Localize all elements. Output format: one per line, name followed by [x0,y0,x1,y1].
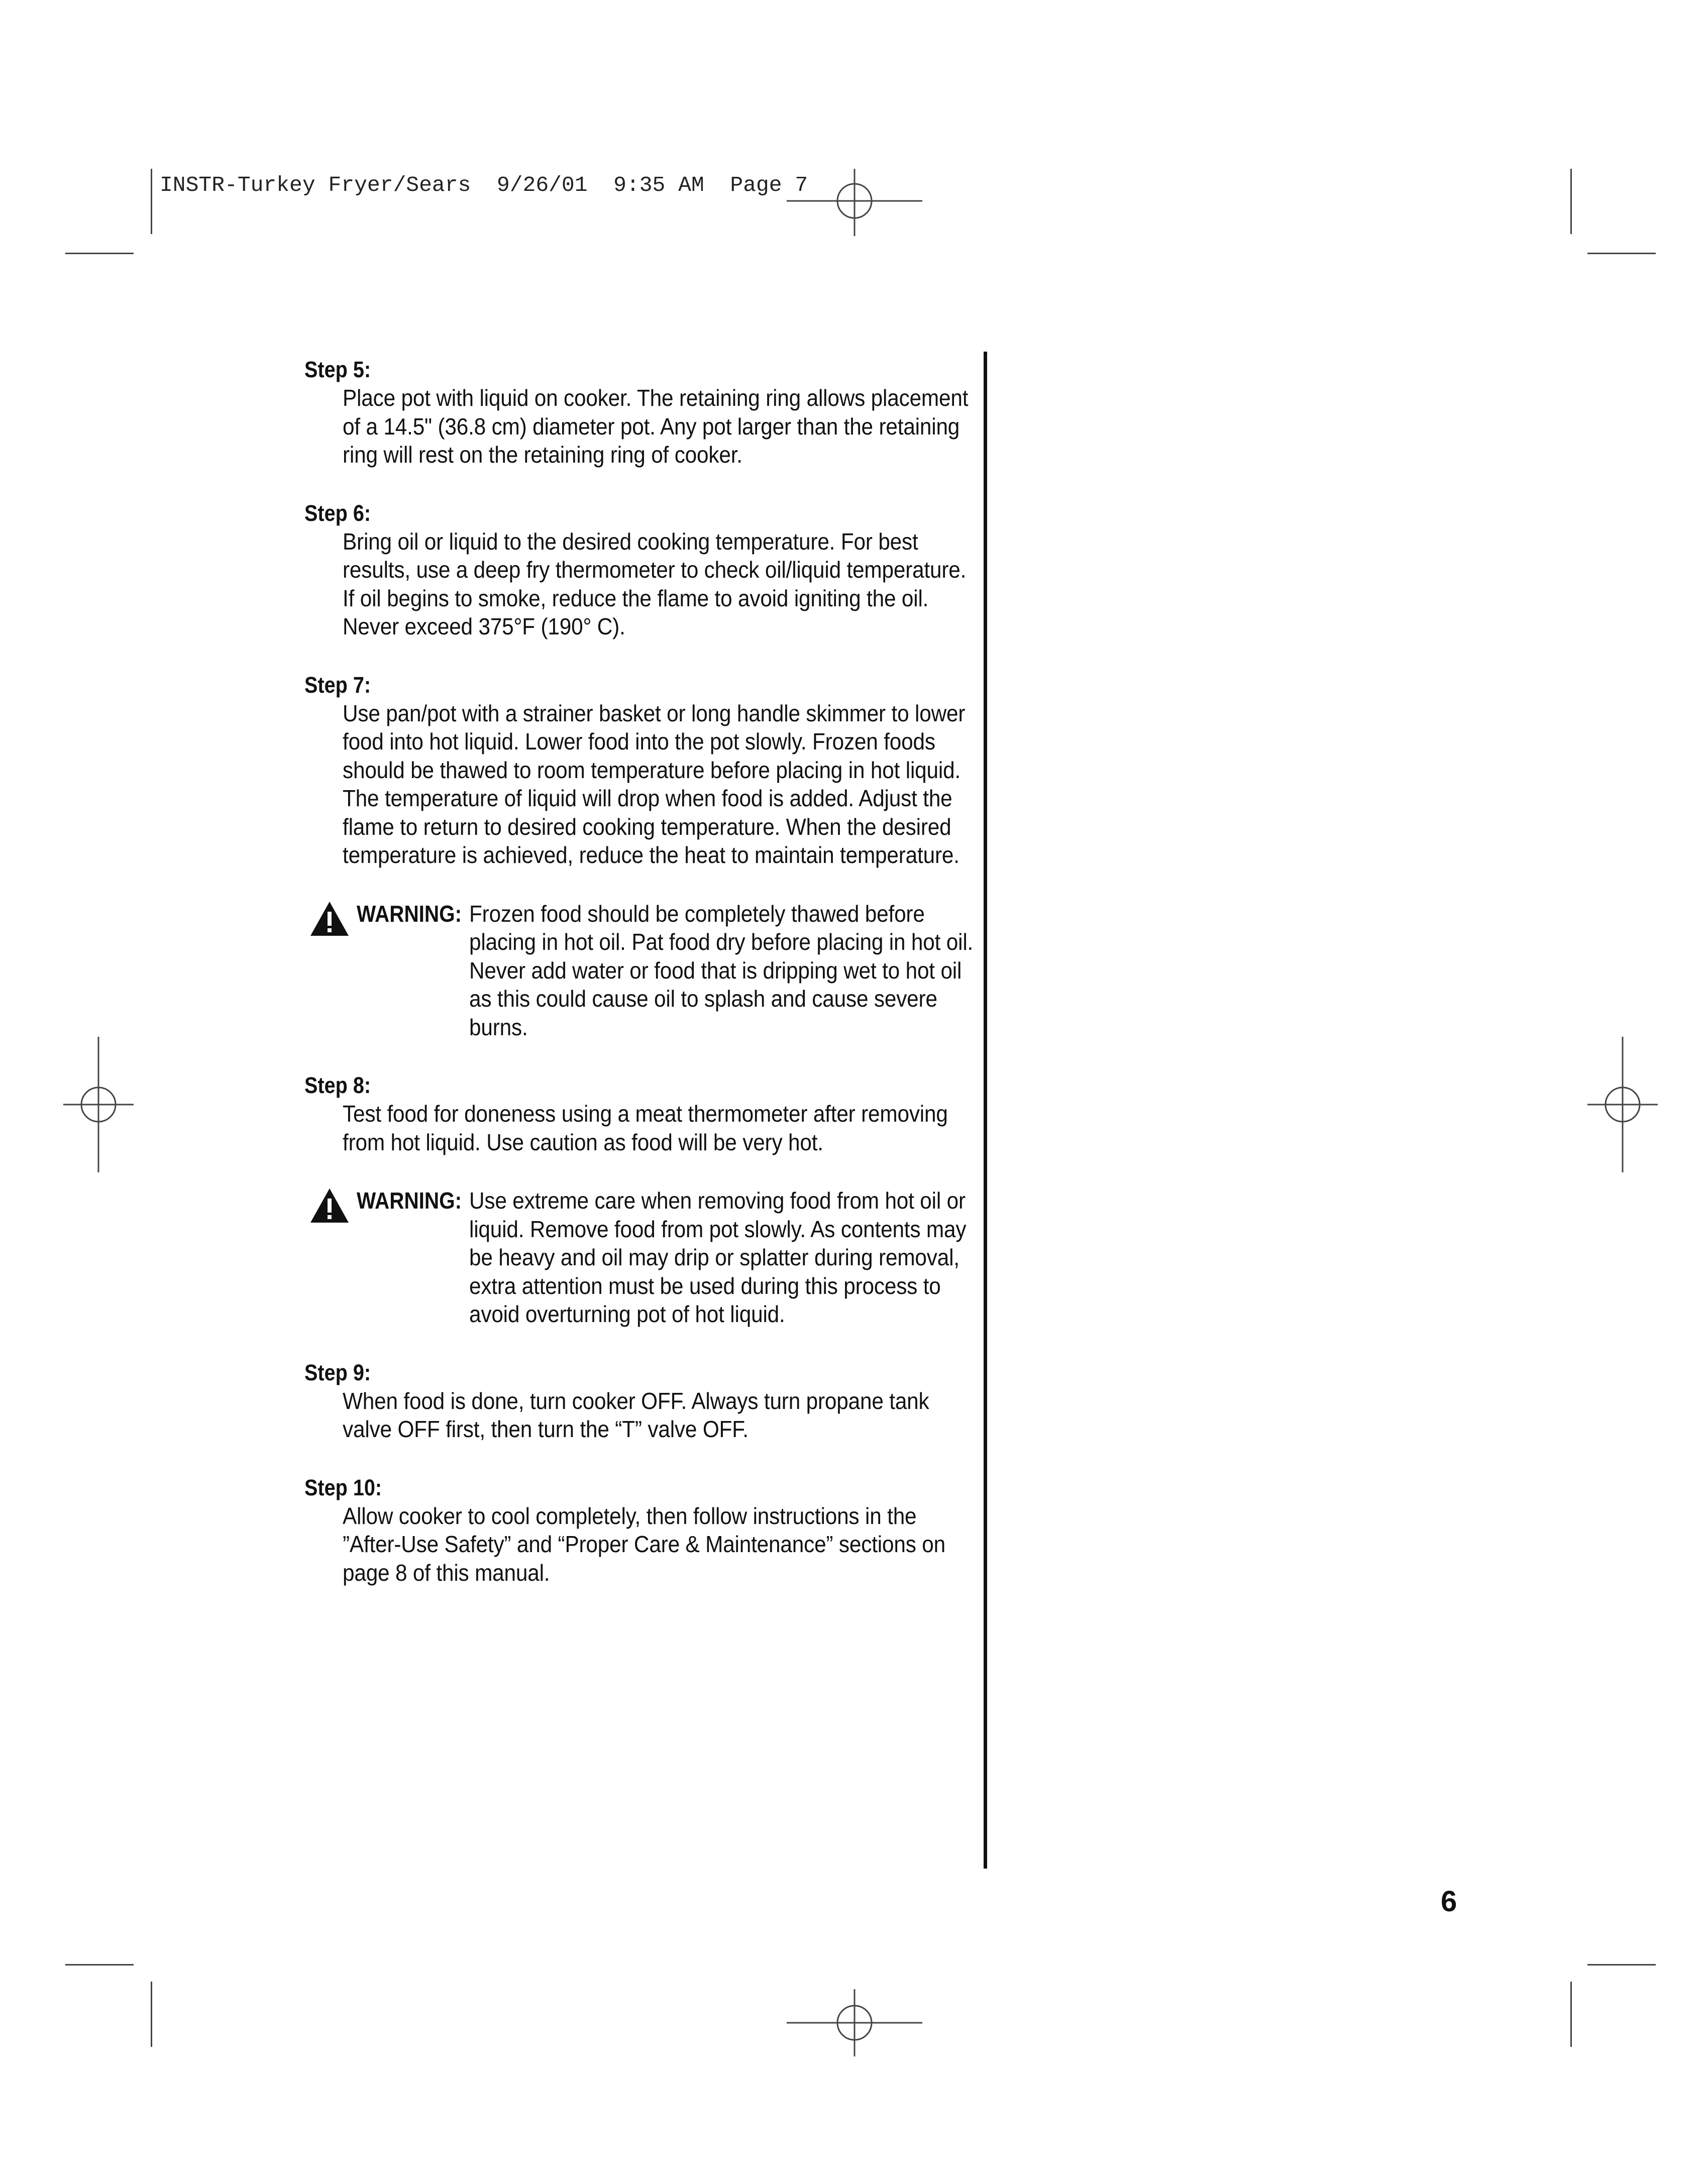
step-title: Step 5: [304,357,371,382]
page-number: 6 [1441,1885,1457,1918]
step-8 [304,1071,973,1156]
slug-line: INSTR-Turkey Fryer/Sears 9/26/01 9:35 AM Page 7 [160,173,808,197]
registration-mark-right-icon [1587,1037,1658,1172]
step-text: Test food for doneness using a meat thermometer after removing from hot liquid. Use caution as food will be very hot. [343,1101,948,1155]
step-10 [304,1474,973,1587]
warning-frozen-food [304,900,973,1042]
registration-mark-top-icon [787,169,922,236]
crop-mark-bottom-left-vertical [151,1982,152,2047]
step-6 [304,499,973,641]
step-9 [304,1359,973,1444]
step-title: Step 7: [304,672,371,698]
crop-mark-bottom-right-horizontal [1587,1964,1656,1966]
warning-removing-food [304,1186,973,1329]
step-5 [304,356,973,469]
column-divider [984,352,987,1869]
crop-mark-top-left-horizontal [65,253,134,254]
step-title: Step 9: [304,1359,371,1385]
instructions-column [304,356,973,1617]
crop-mark-top-right-vertical [1570,169,1572,234]
warning-text: Frozen food should be completely thawed before placing in hot oil. Pat food dry before placing in hot oil. Never add water or food that is dripping wet to hot oil as this could cause oil to splash and cause severe burns. [469,900,974,1040]
registration-mark-bottom-icon [787,1989,922,2056]
step-text: Use pan/pot with a strainer basket or long handle skimmer to lower food into hot liquid. Lower food into the pot slowly. Frozen foods should be thawed to room temperature before placing in hot liquid. The temperature of liquid will drop when food is added. Adjust the flame to return to desired cooking temperature. When the desired temperature is achieved, reduce the heat to maintain temperature. [343,700,966,868]
crop-mark-top-right-horizontal [1587,253,1656,254]
step-7 [304,671,973,869]
warning-text: Use extreme care when removing food from hot oil or liquid. Remove food from pot slowly. As contents may be heavy and oil may drip or splatter during removal, extra attention must be used during this process to avoid overturning pot of hot liquid. [469,1187,967,1327]
warning-triangle-icon [309,901,350,937]
warning-label: WARNING: [357,1187,462,1214]
warning-triangle-icon [309,1187,350,1224]
step-text: Allow cooker to cool completely, then follow instructions in the ”After-Use Safety” and “Proper Care & Maintenance” sections on page 8 of this manual. [343,1502,945,1586]
step-title: Step 10: [304,1474,382,1500]
registration-mark-left-icon [63,1037,134,1172]
warning-label: WARNING: [357,900,462,927]
crop-mark-bottom-right-vertical [1570,1982,1572,2047]
crop-mark-top-left-vertical [151,169,152,234]
step-text: Bring oil or liquid to the desired cooking temperature. For best results, use a deep fry thermometer to check oil/liquid temperature. If oil begins to smoke, reduce the flame to avoid igniting the oil. Never exceed 375°F (190° C). [343,528,967,639]
crop-mark-bottom-left-horizontal [65,1964,134,1966]
step-title: Step 6: [304,500,371,526]
step-text: Place pot with liquid on cooker. The retaining ring allows placement of a 14.5" (36.8 cm) diameter pot. Any pot larger than the retaining ring will rest on the retaining ring of cooker. [343,385,969,468]
step-title: Step 8: [304,1072,371,1098]
step-text: When food is done, turn cooker OFF. Always turn propane tank valve OFF first, then turn the “T” valve OFF. [343,1387,929,1442]
